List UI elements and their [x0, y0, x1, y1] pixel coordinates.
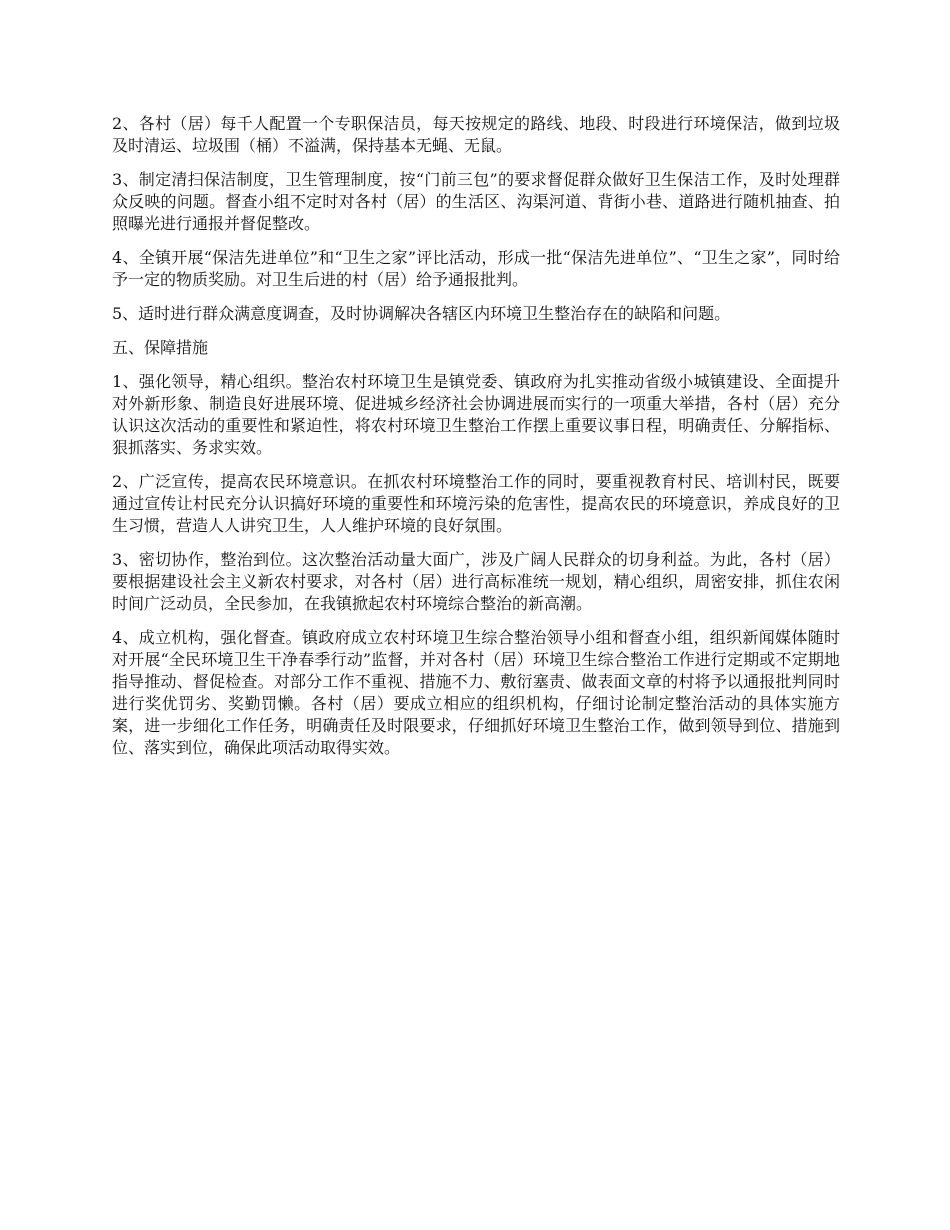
paragraph-cooperation: 3、密切协作，整治到位。这次整治活动量大面广，涉及广阔人民群众的切身利益。为此，各村（居）要根据建设社会主义新农村要求，对各村（居）进行高标准统一规划，精心组织，周密安排，抓住农闲时间广泛动员，全民参加，在我镇掀起农村环境综合整治的新高潮。 — [112, 550, 840, 613]
paragraph-leadership: 1、强化领导，精心组织。整治农村环境卫生是镇党委、镇政府为扎实推动省级小城镇建设、全面提升对外新形象、制造良好进展环境、促进城乡经济社会协调进展而实行的一项重大举措，各村（居）充分认识这次活动的重要性和紧迫性，将农村环境卫生整治工作摆上重要议事日程，明确责任、分解指标、狠抓落实、务求实效。 — [112, 372, 840, 457]
paragraph-cleaning-system: 3、制定清扫保洁制度，卫生管理制度，按“门前三包”的要求督促群众做好卫生保洁工作，及时处理群众反映的问题。督查小组不定时对各村（居）的生活区、沟渠河道、背街小巷、道路进行随机抽查、拍照曝光进行通报并督促整改。 — [112, 170, 840, 233]
document-body — [112, 113, 840, 771]
paragraph-publicity: 2、广泛宣传，提高农民环境意识。在抓农村环境整治工作的同时，要重视教育村民、培训村民，既要通过宣传让村民充分认识搞好环境的重要性和环境污染的危害性，提高农民的环境意识，养成良好的卫生习惯，营造人人讲究卫生，人人维护环境的良好氛围。 — [112, 472, 840, 535]
paragraph-supervision: 4、成立机构，强化督查。镇政府成立农村环境卫生综合整治领导小组和督查小组，组织新闻媒体随时对开展“全民环境卫生干净春季行动”监督，并对各村（居）环境卫生综合整治工作进行定期或不定期地指导推动、督促检查。对部分工作不重视、措施不力、敷衍塞责、做表面文章的村将予以通报批判同时进行奖优罚劣、奖勤罚懒。各村（居）要成立相应的组织机构，仔细讨论制定整治活动的具体实施方案，进一步细化工作任务，明确责任及时限要求，仔细抓好环境卫生整治工作，做到领导到位、措施到位、落实到位，确保此项活动取得实效。 — [112, 628, 840, 757]
section-heading-safeguards: 五、保障措施 — [112, 338, 209, 357]
paragraph-evaluation-activity: 4、全镇开展“保洁先进单位”和“卫生之家”评比活动，形成一批“保洁先进单位”、“卫生之家”，同时给予一定的物质奖励。对卫生后进的村（居）给予通报批判。 — [112, 248, 840, 289]
paragraph-cleaner-staffing: 2、各村（居）每千人配置一个专职保洁员，每天按规定的路线、地段、时段进行环境保洁，做到垃圾及时清运、垃圾围（桶）不溢满，保持基本无蝇、无鼠。 — [112, 114, 840, 155]
paragraph-satisfaction-survey: 5、适时进行群众满意度调查，及时协调解决各辖区内环境卫生整治存在的缺陷和问题。 — [112, 304, 731, 323]
